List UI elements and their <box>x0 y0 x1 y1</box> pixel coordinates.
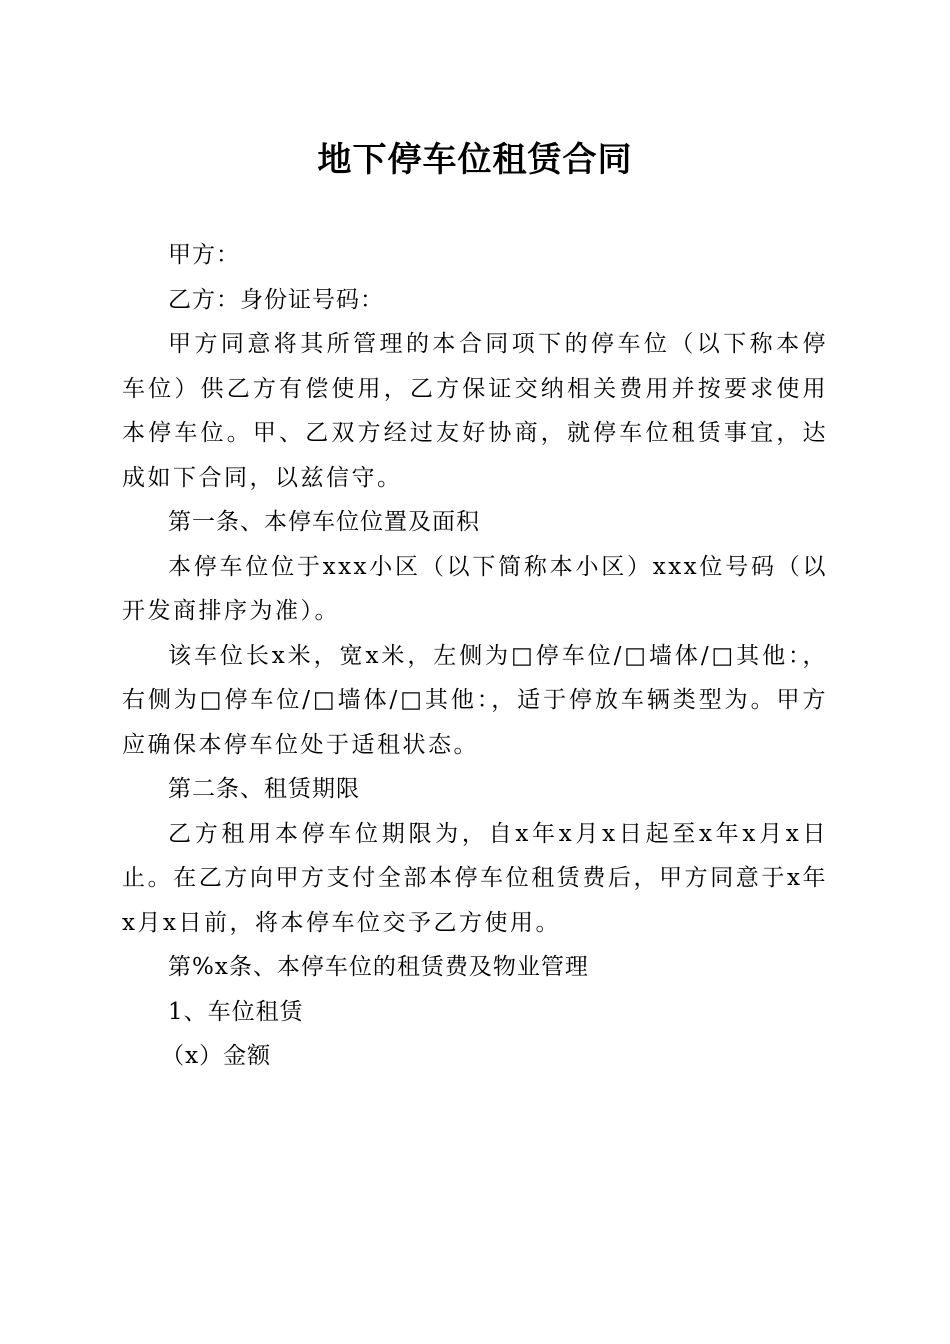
document-body <box>122 233 828 1079</box>
article-2-heading: 第二条、租赁期限 <box>168 776 360 802</box>
intro-paragraph: 甲方同意将其所管理的本合同项下的停车位（以下称本停车位）供乙方有偿使用，乙方保证交纳相关费用并按要求使用本停车位。甲、乙双方经过友好协商，就停车位租赁事宜，达成如下合同，以兹信守。 <box>122 331 828 491</box>
rent-subheading: 1、车位租赁 <box>168 998 304 1025</box>
amount-subheading: （x）金额 <box>161 1043 272 1069</box>
party-a-line: 甲方： <box>168 242 240 268</box>
article-1-location-paragraph: 本停车位位于xxx小区（以下简称本小区）xxx位号码（以开发商排序为准）。 <box>122 553 828 624</box>
party-b-line: 乙方：身份证号码： <box>168 286 384 313</box>
article-1-heading: 第一条、本停车位位置及面积 <box>168 509 480 535</box>
document-title: 地下停车位租赁合同 <box>317 140 633 180</box>
article-1-size-paragraph: 该车位长x米，宽x米，左侧为□停车位/□墙体/□其他：，右侧为□停车位/□墙体/□其他：，适于停放车辆类型为。甲方应确保本停车位处于适租状态。 <box>122 642 828 758</box>
article-3-heading: 第%x条、本停车位的租赁费及物业管理 <box>168 954 589 980</box>
article-2-term-paragraph: 乙方租用本停车位期限为，自x年x月x日起至x年x月x日止。在乙方向甲方支付全部本停车位租赁费后，甲方同意于x年x月x日前，将本停车位交予乙方使用。 <box>122 820 828 936</box>
